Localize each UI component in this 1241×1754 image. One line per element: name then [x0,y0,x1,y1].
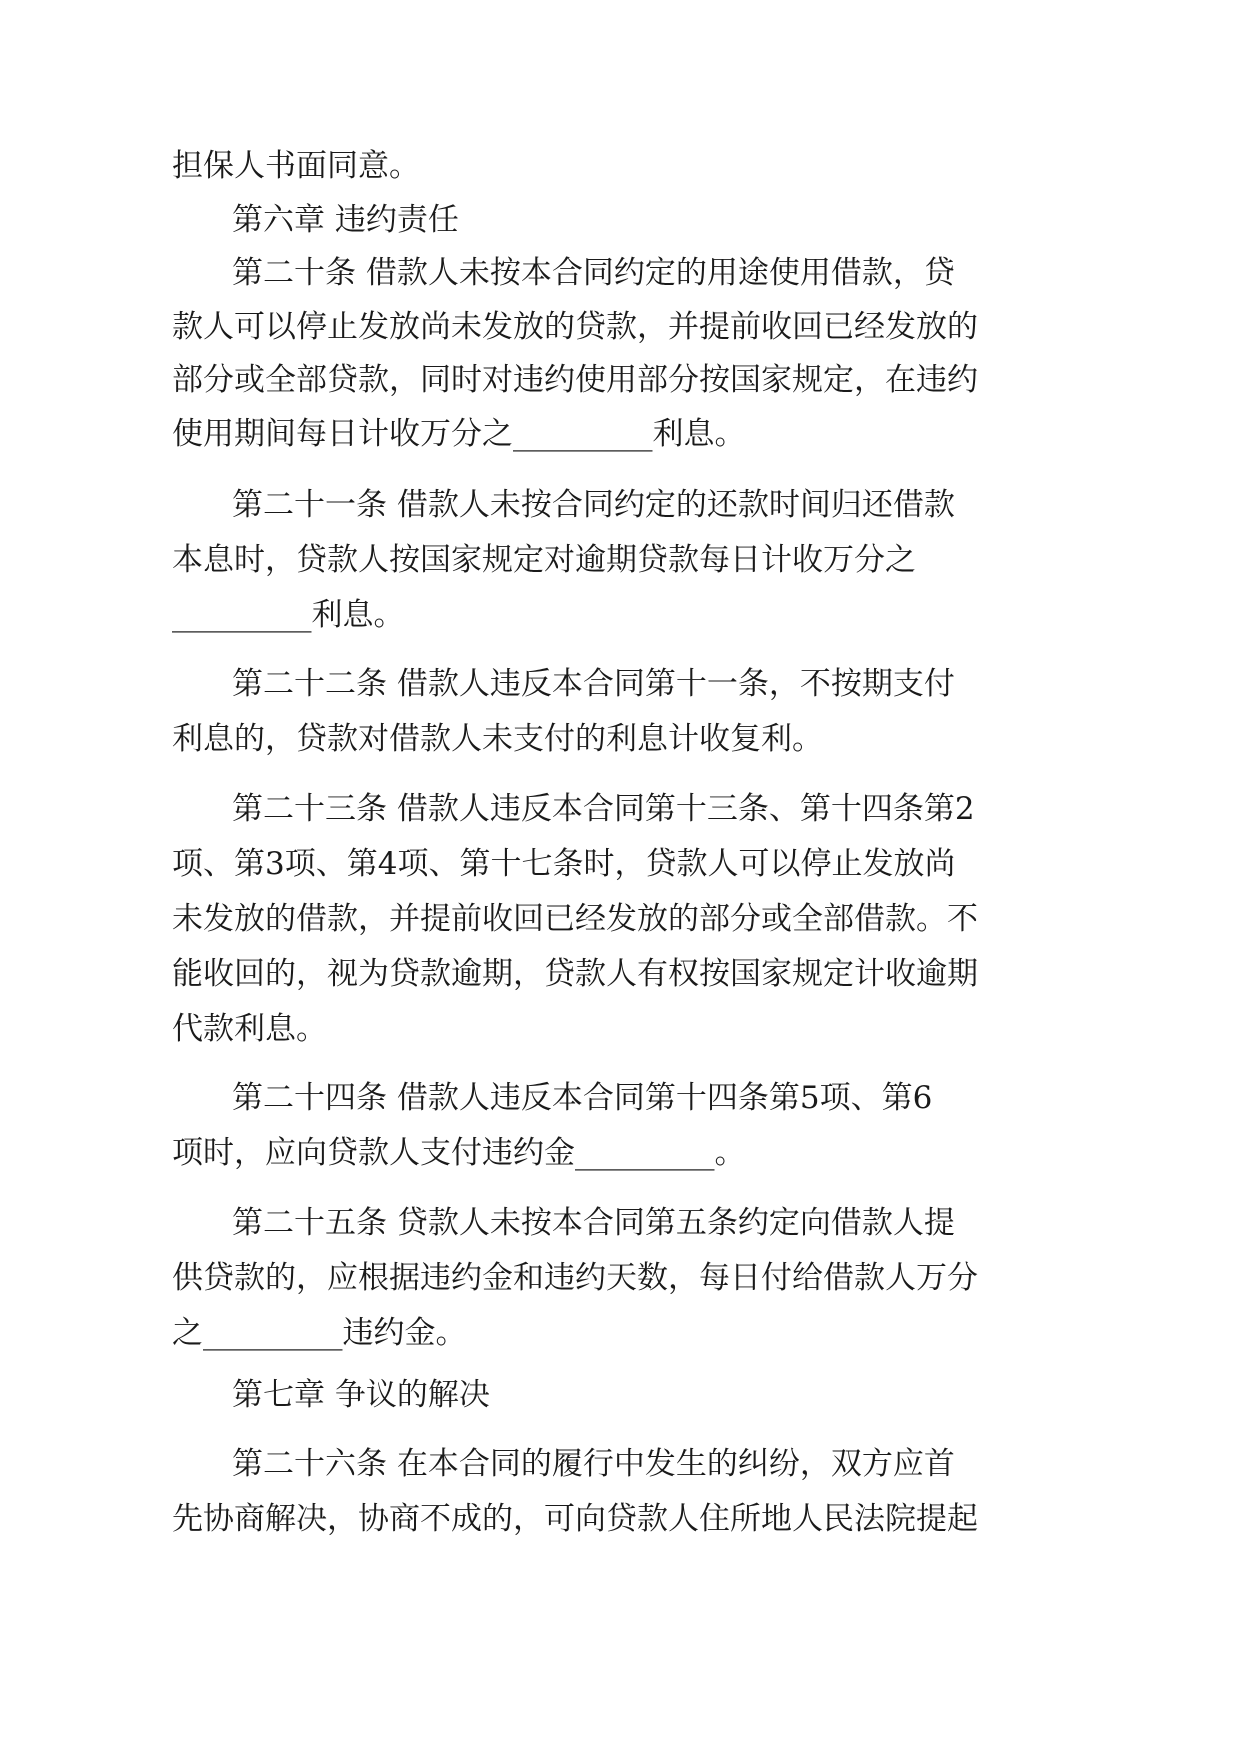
text-line: 使用期间每日计收万分之_________利息。 [172,416,746,452]
text-line: _________利息。 [172,597,405,633]
text-line: 项时，应向贷款人支付违约金_________。 [172,1135,746,1171]
text-line: 款人可以停止发放尚未发放的贷款，并提前收回已经发放的 [172,309,978,345]
text-line: 未发放的借款，并提前收回已经发放的部分或全部借款。不 [172,901,978,937]
article-line: 第二十一条 借款人未按合同约定的还款时间归还借款 [232,487,955,523]
text-line: 之_________违约金。 [172,1315,467,1351]
text-line: 代款利息。 [172,1011,327,1047]
article-line: 第二十二条 借款人违反本合同第十一条，不按期支付 [232,666,955,702]
article-line: 第二十五条 贷款人未按本合同第五条约定向借款人提 [232,1205,955,1241]
text-line: 利息的，贷款对借款人未支付的利息计收复利。 [172,721,823,757]
text-line: 项、第3项、第4项、第十七条时，贷款人可以停止发放尚 [172,846,956,882]
text-line: 部分或全部贷款，同时对违约使用部分按国家规定，在违约 [172,362,978,398]
article-line: 第二十四条 借款人违反本合同第十四条第5项、第6 [232,1080,933,1116]
chapter-heading: 第七章 争议的解决 [232,1377,490,1413]
article-line: 第二十三条 借款人违反本合同第十三条、第十四条第2 [232,791,975,827]
text-line: 担保人书面同意。 [172,148,420,184]
article-line: 第二十六条 在本合同的履行中发生的纠纷，双方应首 [232,1446,955,1482]
text-line: 能收回的，视为贷款逾期，贷款人有权按国家规定计收逾期 [172,956,978,992]
article-line: 第二十条 借款人未按本合同约定的用途使用借款，贷 [232,255,955,291]
text-line: 供贷款的，应根据违约金和违约天数，每日付给借款人万分 [172,1260,978,1296]
text-line: 先协商解决，协商不成的，可向贷款人住所地人民法院提起 [172,1501,978,1537]
text-line: 本息时，贷款人按国家规定对逾期贷款每日计收万分之 [172,542,916,578]
chapter-heading: 第六章 违约责任 [232,202,459,238]
